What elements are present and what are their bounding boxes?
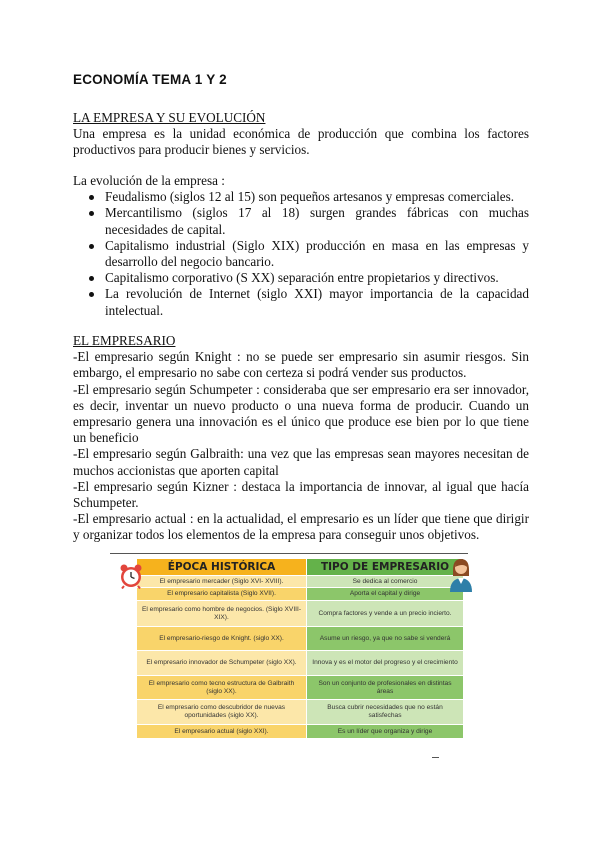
cell-epoca: El empresario como descubridor de nuevas oportunidades (siglo XX). <box>137 700 307 725</box>
list-item: La revolución de Internet (siglo XXI) mayor importancia de la capacidad intelectual. <box>85 286 529 318</box>
table-row <box>137 576 464 588</box>
empresario-table-figure <box>136 558 463 739</box>
paragraph-galbraith: -El empresario según Galbraith: una vez que las empresas sean mayores necesitan de muchos accionistas que aporten capital <box>73 446 529 478</box>
cell-tipo: Innova y es el motor del progreso y el crecimiento <box>307 651 464 676</box>
figure-bottom-mark <box>432 757 439 758</box>
list-item: Capitalismo corporativo (S XX) separación entre propietarios y directivos. <box>85 270 529 286</box>
cell-epoca: El empresario-riesgo de Knight. (siglo XX). <box>137 627 307 651</box>
paragraph-kizner: -El empresario según Kizner : destaca la importancia de innovar, al igual que hacía Schumpeter. <box>73 478 529 511</box>
cell-tipo: Son un conjunto de profesionales en distintas áreas <box>307 676 464 700</box>
cell-tipo: Compra factores y vende a un precio incierto. <box>307 601 464 627</box>
figure-top-rule <box>110 553 468 554</box>
cell-epoca: El empresario capitalista (Siglo XVII). <box>137 588 307 601</box>
cell-tipo: Busca cubrir necesidades que no están satisfechas <box>307 700 464 725</box>
table-row <box>137 725 464 739</box>
empresario-table <box>136 558 464 739</box>
paragraph-knight: -El empresario según Knight : no se puede ser empresario sin asumir riesgos. Sin embargo, el empresario no sabe con certeza si podrá vender sus productos. <box>73 349 529 381</box>
table-row <box>137 601 464 627</box>
cell-tipo: Se dedica al comercio <box>307 576 464 588</box>
cell-epoca: El empresario como hombre de negocios. (Siglo XVIII-XIX). <box>137 601 307 627</box>
cell-tipo: Asume un riesgo, ya que no sabe si venderá <box>307 627 464 651</box>
section-empresa <box>73 110 529 159</box>
list-item: Capitalismo industrial (Siglo XIX) producción en masa en las empresas y desarrollo del negocio bancario. <box>85 238 529 270</box>
table-row <box>137 651 464 676</box>
cell-tipo: Aporta el capital y dirige <box>307 588 464 601</box>
cell-epoca: El empresario mercader (Siglo XVI- XVIII). <box>137 576 307 588</box>
businesswoman-icon <box>448 556 474 592</box>
evolution-intro: La evolución de la empresa : <box>73 173 225 188</box>
paragraph-schumpeter: -El empresario según Schumpeter : consideraba que ser empresario era ser innovador, es decir, inventar un nuevo producto o una nueva forma de producir. Cuando un empresario genera una innovación es el único que produce ese bien por lo que tiene un beneficio <box>73 381 529 446</box>
table-header-row <box>137 559 464 576</box>
alarm-clock-icon <box>119 563 143 589</box>
empresa-definition: Una empresa es la unidad económica de producción que combina los factores productivos para producir bienes y servicios. <box>73 126 529 158</box>
section-empresario <box>73 333 529 544</box>
list-item: Feudalismo (siglos 12 al 15) son pequeños artesanos y empresas comerciales. <box>85 189 529 205</box>
table-row <box>137 627 464 651</box>
table-row <box>137 676 464 700</box>
paragraph-actual: -El empresario actual : en la actualidad, el empresario es un líder que tiene que dirigir y organizar todos los elementos de la empresa para conseguir unos objetivos. <box>73 511 529 543</box>
cell-epoca: El empresario innovador de Schumpeter (siglo XX). <box>137 651 307 676</box>
table-row <box>137 700 464 725</box>
evolution-block <box>73 173 529 319</box>
evolution-list <box>85 189 529 319</box>
section-heading-empresa: LA EMPRESA Y SU EVOLUCIÓN <box>73 110 266 125</box>
cell-tipo: Es un líder que organiza y dirige <box>307 725 464 739</box>
header-epoca: ÉPOCA HISTÓRICA <box>137 559 307 576</box>
header-tipo: TIPO DE EMPRESARIO <box>307 559 464 576</box>
table-row <box>137 588 464 601</box>
cell-epoca: El empresario actual (siglo XXI). <box>137 725 307 739</box>
page-title: ECONOMÍA TEMA 1 Y 2 <box>73 72 227 87</box>
list-item: Mercantilismo (siglos 17 al 18) surgen grandes fábricas con muchas necesidades de capital. <box>85 205 529 237</box>
cell-epoca: El empresario como tecno estructura de Galbraith (siglo XX). <box>137 676 307 700</box>
section-heading-empresario: EL EMPRESARIO <box>73 333 176 348</box>
